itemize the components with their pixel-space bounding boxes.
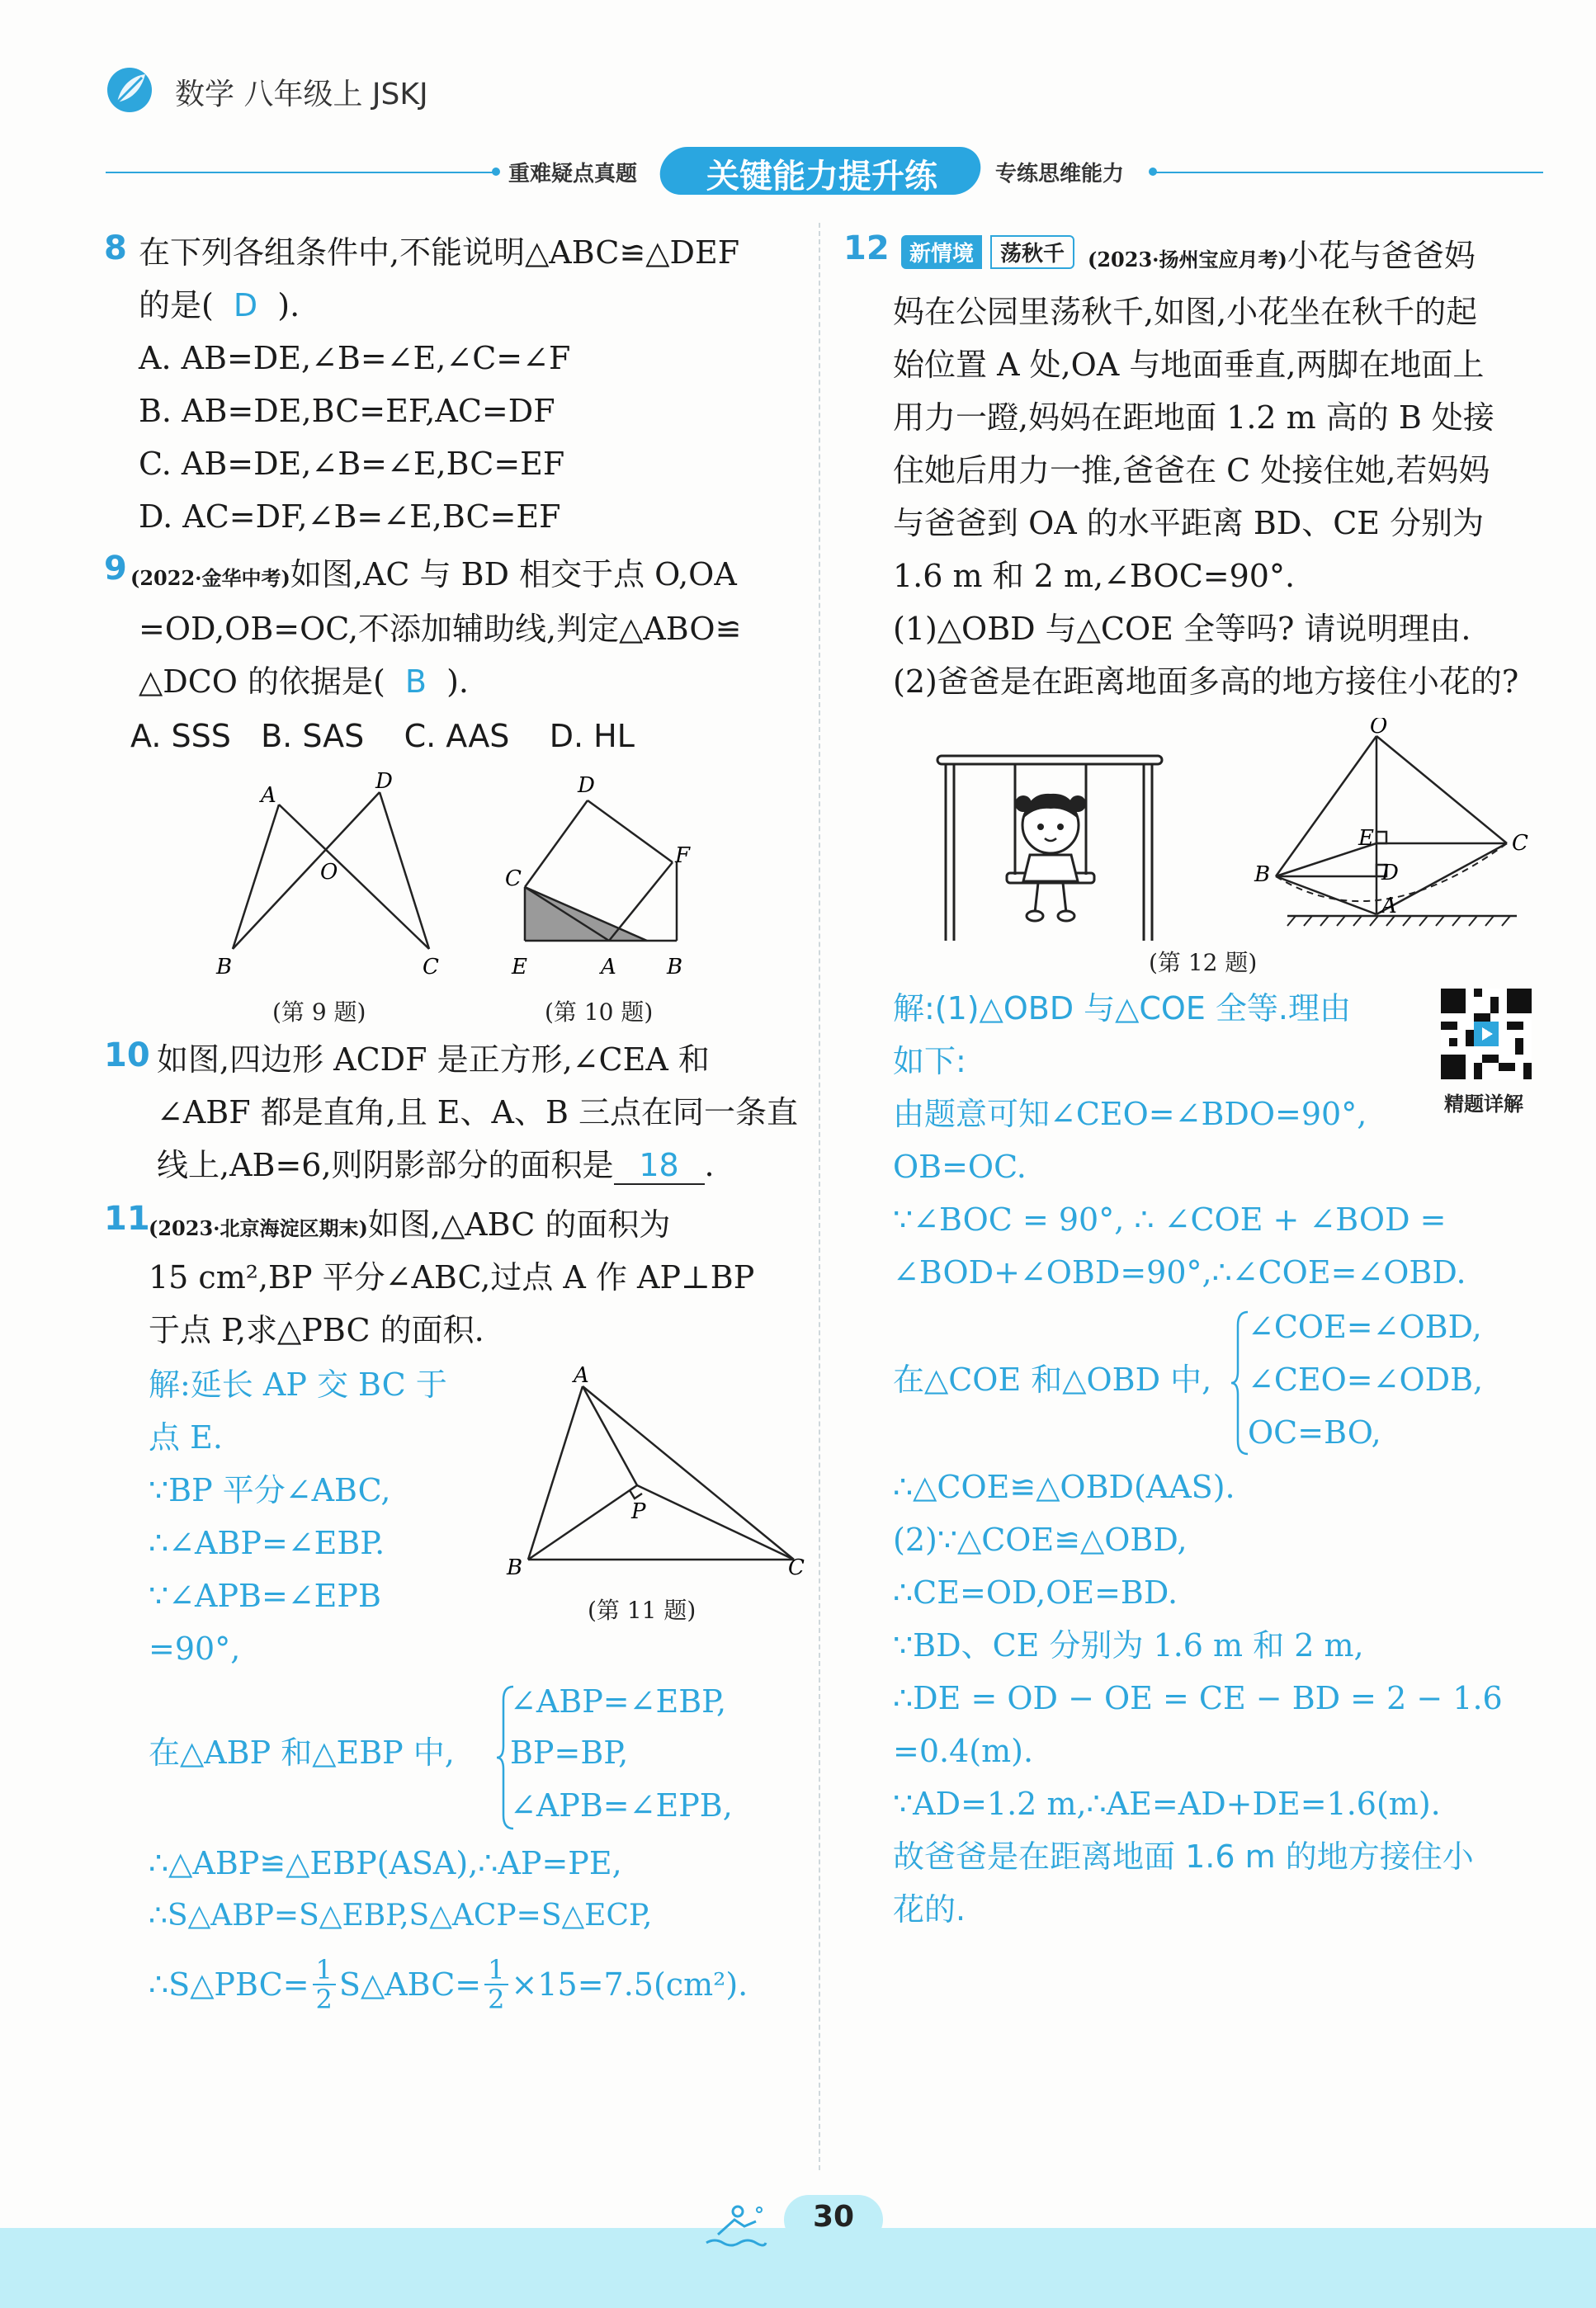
q11-solution-2: ∵BP 平分∠ABC, bbox=[149, 1472, 391, 1508]
q11-line2: 15 cm²,BP 平分∠ABC,过点 A 作 AP⊥BP bbox=[149, 1259, 755, 1296]
q10-line2: ∠ABF 都是直角,且 E、A、B 三点在同一条直 bbox=[157, 1094, 798, 1130]
q9-label-c: C bbox=[423, 955, 439, 979]
header-rule-left bbox=[106, 172, 493, 173]
q8-stem: 在下列各组条件中,不能说明△ABC≌△DEF bbox=[139, 234, 740, 271]
q10-line3-pre: 线上,AB=6,则阴影部分的面积是 bbox=[157, 1147, 614, 1183]
q9-label-d: D bbox=[375, 772, 393, 794]
header-left-tag: 重难疑点真题 bbox=[508, 162, 638, 186]
q12-label-a: A bbox=[1381, 894, 1397, 918]
header-banner-title: 关键能力提升练 bbox=[706, 158, 937, 196]
q11-line1-text: 如图,△ABC 的面积为 bbox=[367, 1206, 671, 1243]
q10-line3 bbox=[157, 1139, 715, 1192]
q9-line2: =OD,OB=OC,不添加辅助线,判定△ABO≌ bbox=[139, 611, 742, 647]
q9-options: A. SSS B. SAS C. AAS D. HL bbox=[130, 718, 635, 754]
q9-label-o: O bbox=[320, 860, 338, 885]
swimmer-icon bbox=[701, 2202, 767, 2251]
q12-source: (2023·扬州宝应月考) bbox=[1088, 248, 1287, 271]
q9-number: 9 bbox=[104, 550, 127, 588]
q9-line1-text: 如图,AC 与 BD 相交于点 O,OA bbox=[290, 556, 737, 592]
q12-geometry-figure bbox=[1230, 718, 1543, 932]
q11-brace-line-0: ∠ABP=∠EBP, bbox=[510, 1683, 727, 1720]
q12-label-b: B bbox=[1254, 862, 1271, 887]
header-logo bbox=[106, 66, 153, 114]
q11-final bbox=[149, 1956, 748, 2013]
q12-line8: (2)爸爸是在距离地面多高的地方接住小花的? bbox=[893, 663, 1519, 700]
q9-caption: (第 9 题) bbox=[272, 998, 366, 1026]
q12-solution-1: OB=OC. bbox=[893, 1149, 1027, 1185]
q12-after-3: ∵BD、CE 分别为 1.6 m 和 2 m, bbox=[893, 1627, 1364, 1664]
q8-option-b: B. AB=DE,BC=EF,AC=DF bbox=[139, 393, 555, 429]
q8-stem2 bbox=[139, 279, 300, 332]
q12-solution-head-1: 如下: bbox=[893, 1043, 966, 1079]
q8-option-a: A. AB=DE,∠B=∠E,∠C=∠F bbox=[139, 340, 571, 376]
q10-label-a: A bbox=[601, 955, 616, 979]
q8-option-d: D. AC=DF,∠B=∠E,BC=EF bbox=[139, 498, 561, 535]
q11-after-0: ∴△ABP≌△EBP(ASA),∴AP=PE, bbox=[149, 1845, 622, 1881]
q11-line1 bbox=[149, 1198, 670, 1255]
q11-figure bbox=[495, 1362, 809, 1584]
q12-line7: (1)△OBD 与△COE 全等吗? 请说明理由. bbox=[893, 611, 1471, 647]
q12-caption: (第 12 题) bbox=[1149, 949, 1258, 976]
q12-after-6: ∵AD=1.2 m,∴AE=AD+DE=1.6(m). bbox=[893, 1786, 1441, 1822]
q11-solution-5: =90°, bbox=[149, 1631, 241, 1667]
q12-brace-icon bbox=[1230, 1309, 1249, 1457]
q11-frac1-num: 1 bbox=[313, 1956, 336, 1985]
q11-source: (2023·北京海淀区期末) bbox=[149, 1216, 368, 1240]
q11-fraction-2 bbox=[484, 1956, 508, 2013]
q12-after-4: ∴DE = OD − OE = CE − BD = 2 − 1.6 bbox=[893, 1680, 1503, 1716]
q11-label-p: P bbox=[631, 1499, 646, 1524]
q12-label-c: C bbox=[1512, 831, 1528, 856]
q12-after-8: 花的. bbox=[893, 1891, 966, 1928]
q11-number: 11 bbox=[104, 1200, 150, 1238]
q12-after-2: ∴CE=OD,OE=BD. bbox=[893, 1574, 1178, 1611]
q10-caption: (第 10 题) bbox=[545, 998, 654, 1026]
q9-figure bbox=[206, 772, 454, 986]
q12-line0 bbox=[1088, 229, 1476, 286]
q10-label-d: D bbox=[578, 773, 595, 798]
page-number: 30 bbox=[812, 2200, 855, 2234]
q10-label-b: B bbox=[667, 955, 683, 979]
q8-stem2-pre: 的是( bbox=[139, 287, 214, 323]
q12-label-e: E bbox=[1358, 826, 1374, 851]
q9-line3-post: ). bbox=[446, 663, 469, 700]
q8-answer: D bbox=[233, 287, 258, 323]
q12-line5: 与爸爸到 OA 的水平距离 BD、CE 分别为 bbox=[893, 505, 1485, 541]
q8-stem2-post: ). bbox=[277, 287, 300, 323]
q10-answer: 18 bbox=[614, 1147, 705, 1185]
q11-solution-4: ∵∠APB=∠EPB bbox=[149, 1578, 381, 1614]
q12-line6: 1.6 m 和 2 m,∠BOC=90°. bbox=[893, 558, 1296, 594]
header-subject: 数学 八年级上 JSKJ bbox=[175, 78, 428, 111]
q12-brace-line-2: OC=BO, bbox=[1248, 1414, 1381, 1451]
q11-caption: (第 11 题) bbox=[588, 1597, 696, 1624]
q11-brace-pre: 在△ABP 和△EBP 中, bbox=[149, 1735, 455, 1771]
q12-badge: 新情境 bbox=[901, 235, 982, 269]
q10-number: 10 bbox=[104, 1036, 150, 1074]
q12-solution-3: ∠BOD+∠OBD=90°,∴∠COE=∠OBD. bbox=[893, 1254, 1466, 1291]
q10-label-c: C bbox=[505, 866, 522, 891]
q12-after-1: (2)∵△COE≌△OBD, bbox=[893, 1522, 1188, 1558]
q11-label-a: A bbox=[574, 1363, 589, 1388]
q12-line0-text: 小花与爸爸妈 bbox=[1287, 238, 1476, 274]
q11-frac2-den: 2 bbox=[488, 1984, 505, 2015]
q12-solution-2: ∵∠BOC = 90°, ∴ ∠COE + ∠BOD = bbox=[893, 1201, 1447, 1238]
header-rule-left-dot bbox=[492, 168, 500, 176]
q12-after-7: 故爸爸是在距离地面 1.6 m 的地方接住小 bbox=[893, 1838, 1474, 1875]
q12-line3: 用力一蹬,妈妈在距地面 1.2 m 高的 B 处接 bbox=[893, 399, 1494, 436]
q10-line1: 如图,四边形 ACDF 是正方形,∠CEA 和 bbox=[157, 1041, 710, 1078]
q12-brace-line-0: ∠COE=∠OBD, bbox=[1248, 1309, 1482, 1345]
q10-figure bbox=[495, 772, 693, 986]
leaf-logo-icon bbox=[106, 66, 153, 114]
girl-icon bbox=[1015, 794, 1086, 921]
q12-after-0: ∴△COE≌△OBD(AAS). bbox=[893, 1469, 1235, 1505]
q9-line3 bbox=[139, 655, 469, 708]
q12-line4: 住她后用力一推,爸爸在 C 处接住她,若妈妈 bbox=[893, 452, 1490, 489]
q11-frac1-den: 2 bbox=[315, 1984, 333, 2015]
q11-brace-line-1: BP=BP, bbox=[510, 1735, 629, 1771]
q11-line3: 于点 P,求△PBC 的面积. bbox=[149, 1312, 484, 1348]
q9-label-b: B bbox=[216, 955, 233, 979]
q9-source: (2022·金华中考) bbox=[130, 566, 290, 590]
q12-solution-head-0: 解:(1)△OBD 与△COE 全等.理由 bbox=[893, 990, 1352, 1027]
q12-brace-line-1: ∠CEO=∠ODB, bbox=[1248, 1362, 1484, 1398]
q12-line2: 始位置 A 处,OA 与地面垂直,两脚在地面上 bbox=[893, 347, 1485, 383]
q12-brace-pre: 在△COE 和△OBD 中, bbox=[893, 1362, 1212, 1398]
q10-label-e: E bbox=[512, 955, 527, 979]
q9-label-a: A bbox=[261, 783, 276, 808]
q12-number: 12 bbox=[843, 229, 890, 267]
q11-label-b: B bbox=[507, 1555, 523, 1580]
q12-swing-illustration bbox=[933, 743, 1172, 949]
q11-solution-3: ∴∠ABP=∠EBP. bbox=[149, 1525, 385, 1561]
q10-line3-post: . bbox=[704, 1147, 715, 1183]
q11-solution-0: 解:延长 AP 交 BC 于 bbox=[149, 1366, 447, 1403]
q11-after-1: ∴S△ABP=S△EBP,S△ACP=S△ECP, bbox=[149, 1899, 653, 1933]
q11-final-mid: S△ABC= bbox=[338, 1966, 482, 2003]
q11-final-post: ×15=7.5(cm²). bbox=[511, 1966, 748, 2003]
column-divider bbox=[819, 223, 820, 2170]
q8-option-c: C. AB=DE,∠B=∠E,BC=EF bbox=[139, 446, 565, 482]
qr-label: 精题详解 bbox=[1444, 1093, 1523, 1116]
q12-tag: 荡秋千 bbox=[990, 235, 1074, 269]
q9-answer: B bbox=[404, 663, 427, 700]
q12-solution-0: 由题意可知∠CEO=∠BDO=90°, bbox=[893, 1096, 1367, 1132]
q12-after-5: =0.4(m). bbox=[893, 1733, 1034, 1769]
q10-label-f: F bbox=[675, 843, 691, 868]
header-rule-right bbox=[1155, 172, 1543, 173]
q11-final-pre: ∴S△PBC= bbox=[149, 1966, 309, 2003]
qr-code-icon[interactable] bbox=[1441, 989, 1532, 1079]
q12-label-o: O bbox=[1370, 718, 1388, 739]
header-right-tag: 专练思维能力 bbox=[995, 162, 1125, 186]
q11-brace-line-2: ∠APB=∠EPB, bbox=[510, 1787, 733, 1824]
q8-number: 8 bbox=[104, 229, 127, 267]
q9-line1 bbox=[130, 548, 737, 605]
q11-solution-1: 点 E. bbox=[149, 1419, 223, 1456]
q11-frac2-num: 1 bbox=[484, 1956, 508, 1985]
q9-line3-pre: △DCO 的依据是( bbox=[139, 663, 385, 700]
q11-label-c: C bbox=[788, 1555, 805, 1580]
q11-fraction-1 bbox=[313, 1956, 336, 2013]
q12-line1: 妈在公园里荡秋千,如图,小花坐在秋千的起 bbox=[893, 294, 1478, 330]
q12-label-d: D bbox=[1381, 861, 1399, 885]
